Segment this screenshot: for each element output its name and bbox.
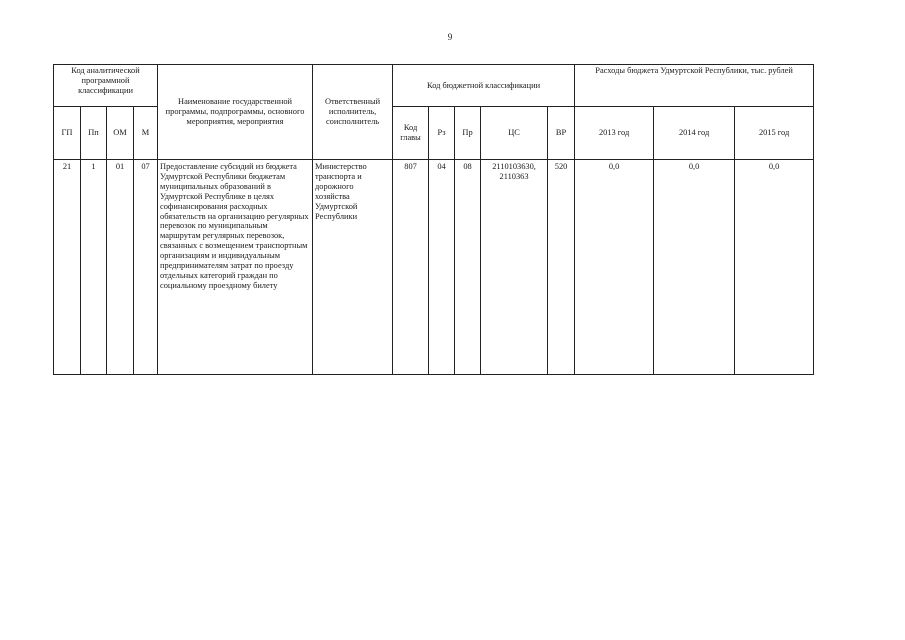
cell-rz: 04	[429, 160, 455, 375]
cell-gp: 21	[54, 160, 81, 375]
cell-name: Предоставление субсидий из бюджета Удмуртской Республики бюджетам муниципальных образований в Удмуртской Республике в целях софинансирования расходных обязательств на организацию регулярных перевозок по муниципальным маршрутам регулярных перевозок, связанных с возмещением транспортным организациям и индивидуальным предпринимателям затрат по проезду отдельных категорий граждан по социальному проездному билету	[158, 160, 313, 375]
header-gp: ГП	[54, 107, 81, 160]
cell-year-2015: 0,0	[735, 160, 814, 375]
header-year-2015: 2015 год	[735, 107, 814, 160]
header-om: ОМ	[107, 107, 134, 160]
header-pp: Пп	[81, 107, 107, 160]
header-budget-code: Код бюджетной классификации	[393, 65, 575, 107]
cell-cs: 2110103630, 2110363	[481, 160, 548, 375]
header-expenses: Расходы бюджета Удмуртской Республики, тыс. рублей	[575, 65, 814, 107]
cell-kod-glavy: 807	[393, 160, 429, 375]
header-row-top	[54, 65, 814, 107]
cell-executor: Министерство транспорта и дорожного хозяйства Удмуртской Республики	[313, 160, 393, 375]
page-number: 9	[447, 32, 453, 42]
header-kod-glavy: Код главы	[393, 107, 429, 160]
header-year-2013: 2013 год	[575, 107, 654, 160]
header-m: М	[134, 107, 158, 160]
cell-pp: 1	[81, 160, 107, 375]
cell-om: 01	[107, 160, 134, 375]
budget-table	[53, 64, 814, 375]
header-name: Наименование государственной программы, подпрограммы, основного мероприятия, мероприятия	[158, 65, 313, 160]
header-rz: Рз	[429, 107, 455, 160]
header-pr: Пр	[455, 107, 481, 160]
header-vr: ВР	[548, 107, 575, 160]
cell-vr: 520	[548, 160, 575, 375]
header-year-2014: 2014 год	[654, 107, 735, 160]
header-analytic-code: Код аналитической программной классификации	[54, 65, 158, 107]
table-row	[54, 160, 814, 375]
cell-year-2013: 0,0	[575, 160, 654, 375]
cell-pr: 08	[455, 160, 481, 375]
cell-year-2014: 0,0	[654, 160, 735, 375]
header-executor: Ответственный исполнитель, соисполнитель	[313, 65, 393, 160]
cell-m: 07	[134, 160, 158, 375]
header-cs: ЦС	[481, 107, 548, 160]
